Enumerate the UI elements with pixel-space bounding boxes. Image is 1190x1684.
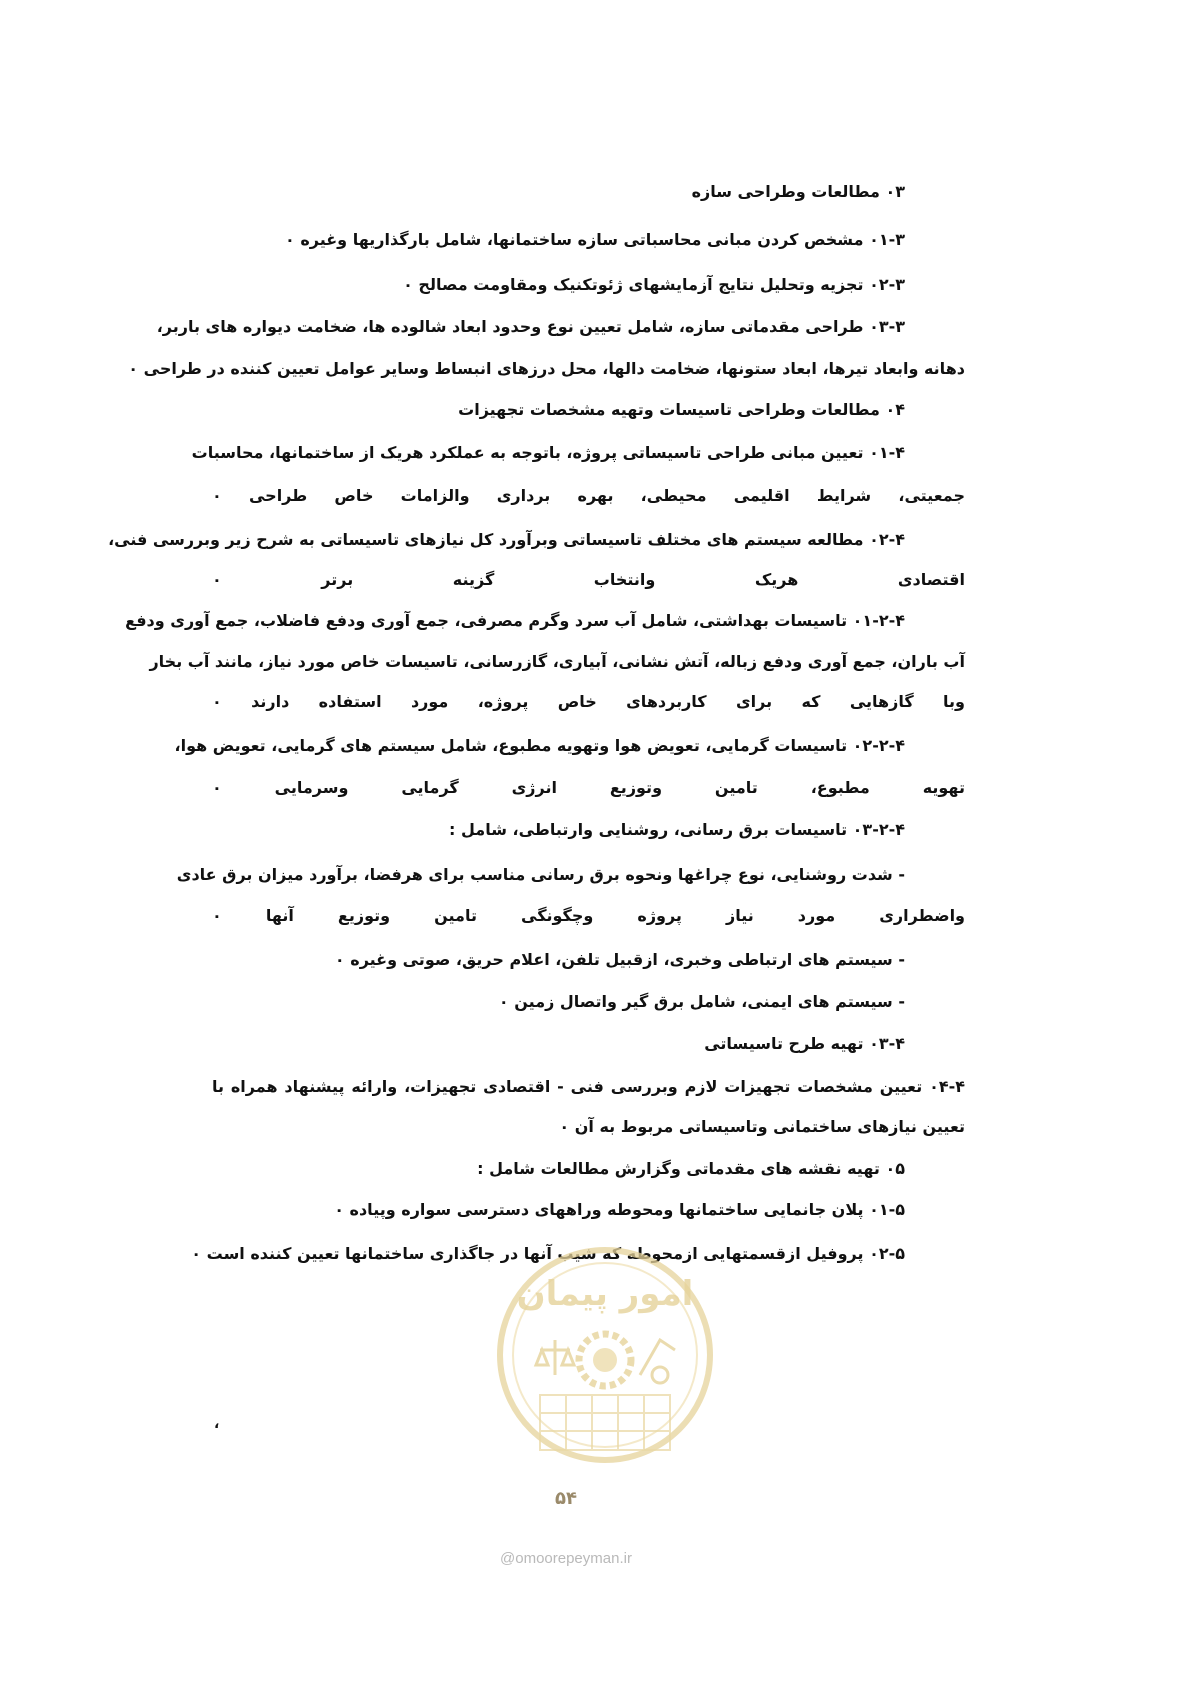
watermark-title: امور پیمان	[516, 1274, 694, 1314]
item-4-3: ۰۳-۴ تهیه طرح تاسیساتی	[704, 1034, 905, 1053]
item-4-4-line1: ۰۴-۴ تعیین مشخصات تجهیزات لازم وبررسی فنی - اقتصادی تجهیزات، وارائه پیشنهاد همراه با	[212, 1077, 965, 1096]
item-4-1-line1: ۰۱-۴ تعیین مبانی طراحی تاسیساتی پروژه، باتوجه به عملکرد هریک از ساختمانها، محاسبات	[191, 443, 905, 462]
watermark-website: @omoorepeyman.ir	[500, 1550, 632, 1567]
item-4-2-2-line1: ۰۲-۲-۴ تاسیسات گرمایی، تعویض هوا وتهویه مطبوع، شامل سیستم های گرمایی، تعویض هوا،	[174, 736, 905, 755]
section-4-heading: ۰۴ مطالعات وطراحی تاسیسات وتهیه مشخصات تجهیزات	[458, 400, 905, 419]
item-3-3-line1: ۰۳-۳ طراحی مقدماتی سازه، شامل تعیین نوع وحدود ابعاد شالوده ها، ضخامت دیواره های باربر،	[156, 317, 905, 336]
margin-mark: ،	[214, 1416, 220, 1432]
item-3-2: ۰۲-۳ تجزیه وتحلیل نتایج آزمایشهای ژئوتکنیک ومقاومت مصالح ۰	[403, 275, 905, 294]
watermark-logo	[490, 1235, 720, 1485]
item-4-2-line2: اقتصادی هریک وانتخاب گزینه برتر ۰	[212, 570, 965, 589]
item-3-3-line2: دهانه وابعاد تیرها، ابعاد ستونها، ضخامت دالها، محل درزهای انبساط وسایر عوامل تعیین کننده در طراحی ۰	[128, 359, 965, 378]
item-4-2-2-line2: تهویه مطبوع، تامین وتوزیع انرژی گرمایی وسرمایی ۰	[212, 778, 965, 797]
item-4-1-line2: جمعیتی، شرایط اقلیمی محیطی، بهره برداری والزامات خاص طراحی ۰	[212, 486, 965, 505]
bullet-lighting-line1: - شدت روشنایی، نوع چراغها ونحوه برق رسانی مناسب برای هرفضا، برآورد میزان برق عادی	[176, 865, 905, 884]
item-3-1: ۰۱-۳ مشخص کردن مبانی محاسباتی سازه ساختمانها، شامل بارگذاریها وغیره ۰	[284, 230, 905, 249]
page-number: ۵۴	[555, 1488, 577, 1509]
section-5-heading: ۰۵ تهیه نقشه های مقدماتی وگزارش مطالعات شامل :	[477, 1159, 905, 1178]
bullet-lighting-line2: واضطراری مورد نیاز پروژه وچگونگی تامین وتوزیع آنها ۰	[212, 906, 965, 925]
section-3-heading: ۰۳ مطالعات وطراحی سازه	[691, 182, 905, 201]
item-5-1: ۰۱-۵ پلان جانمایی ساختمانها ومحوطه وراههای دسترسی سواره وپیاده ۰	[334, 1200, 905, 1219]
item-4-2-1-line2: آب باران، جمع آوری ودفع زباله، آتش نشانی، آبیاری، گازرسانی، تاسیسات خاص مورد نیاز، مانند آب بخار	[149, 652, 965, 671]
item-4-2-1-line3: وبا گازهایی که برای کاربردهای خاص پروژه، مورد استفاده دارند ۰	[212, 692, 965, 711]
item-4-4-line2: تعیین نیازهای ساختمانی وتاسیساتی مربوط به آن ۰	[559, 1117, 965, 1136]
item-5-2: ۰۲-۵ پروفیل ازقسمتهایی ازمحوطه که شیب آنها در جاگذاری ساختمانها تعیین کننده است ۰	[191, 1244, 905, 1263]
item-4-2-line1: ۰۲-۴ مطالعه سیستم های مختلف تاسیساتی وبرآورد کل نیازهای تاسیساتی به شرح زیر وبررسی فنی،	[108, 530, 905, 549]
item-4-2-3: ۰۳-۲-۴ تاسیسات برق رسانی، روشنایی وارتباطی، شامل :	[449, 820, 905, 839]
item-4-2-1-line1: ۰۱-۲-۴ تاسیسات بهداشتی، شامل آب سرد وگرم مصرفی، جمع آوری ودفع فاضلاب، جمع آوری ودفع	[125, 611, 905, 630]
bullet-safety: - سیستم های ایمنی، شامل برق گیر واتصال زمین ۰	[498, 992, 905, 1011]
bullet-communication: - سیستم های ارتباطی وخبری، ازقبیل تلفن، اعلام حریق، صوتی وغیره ۰	[334, 950, 905, 969]
